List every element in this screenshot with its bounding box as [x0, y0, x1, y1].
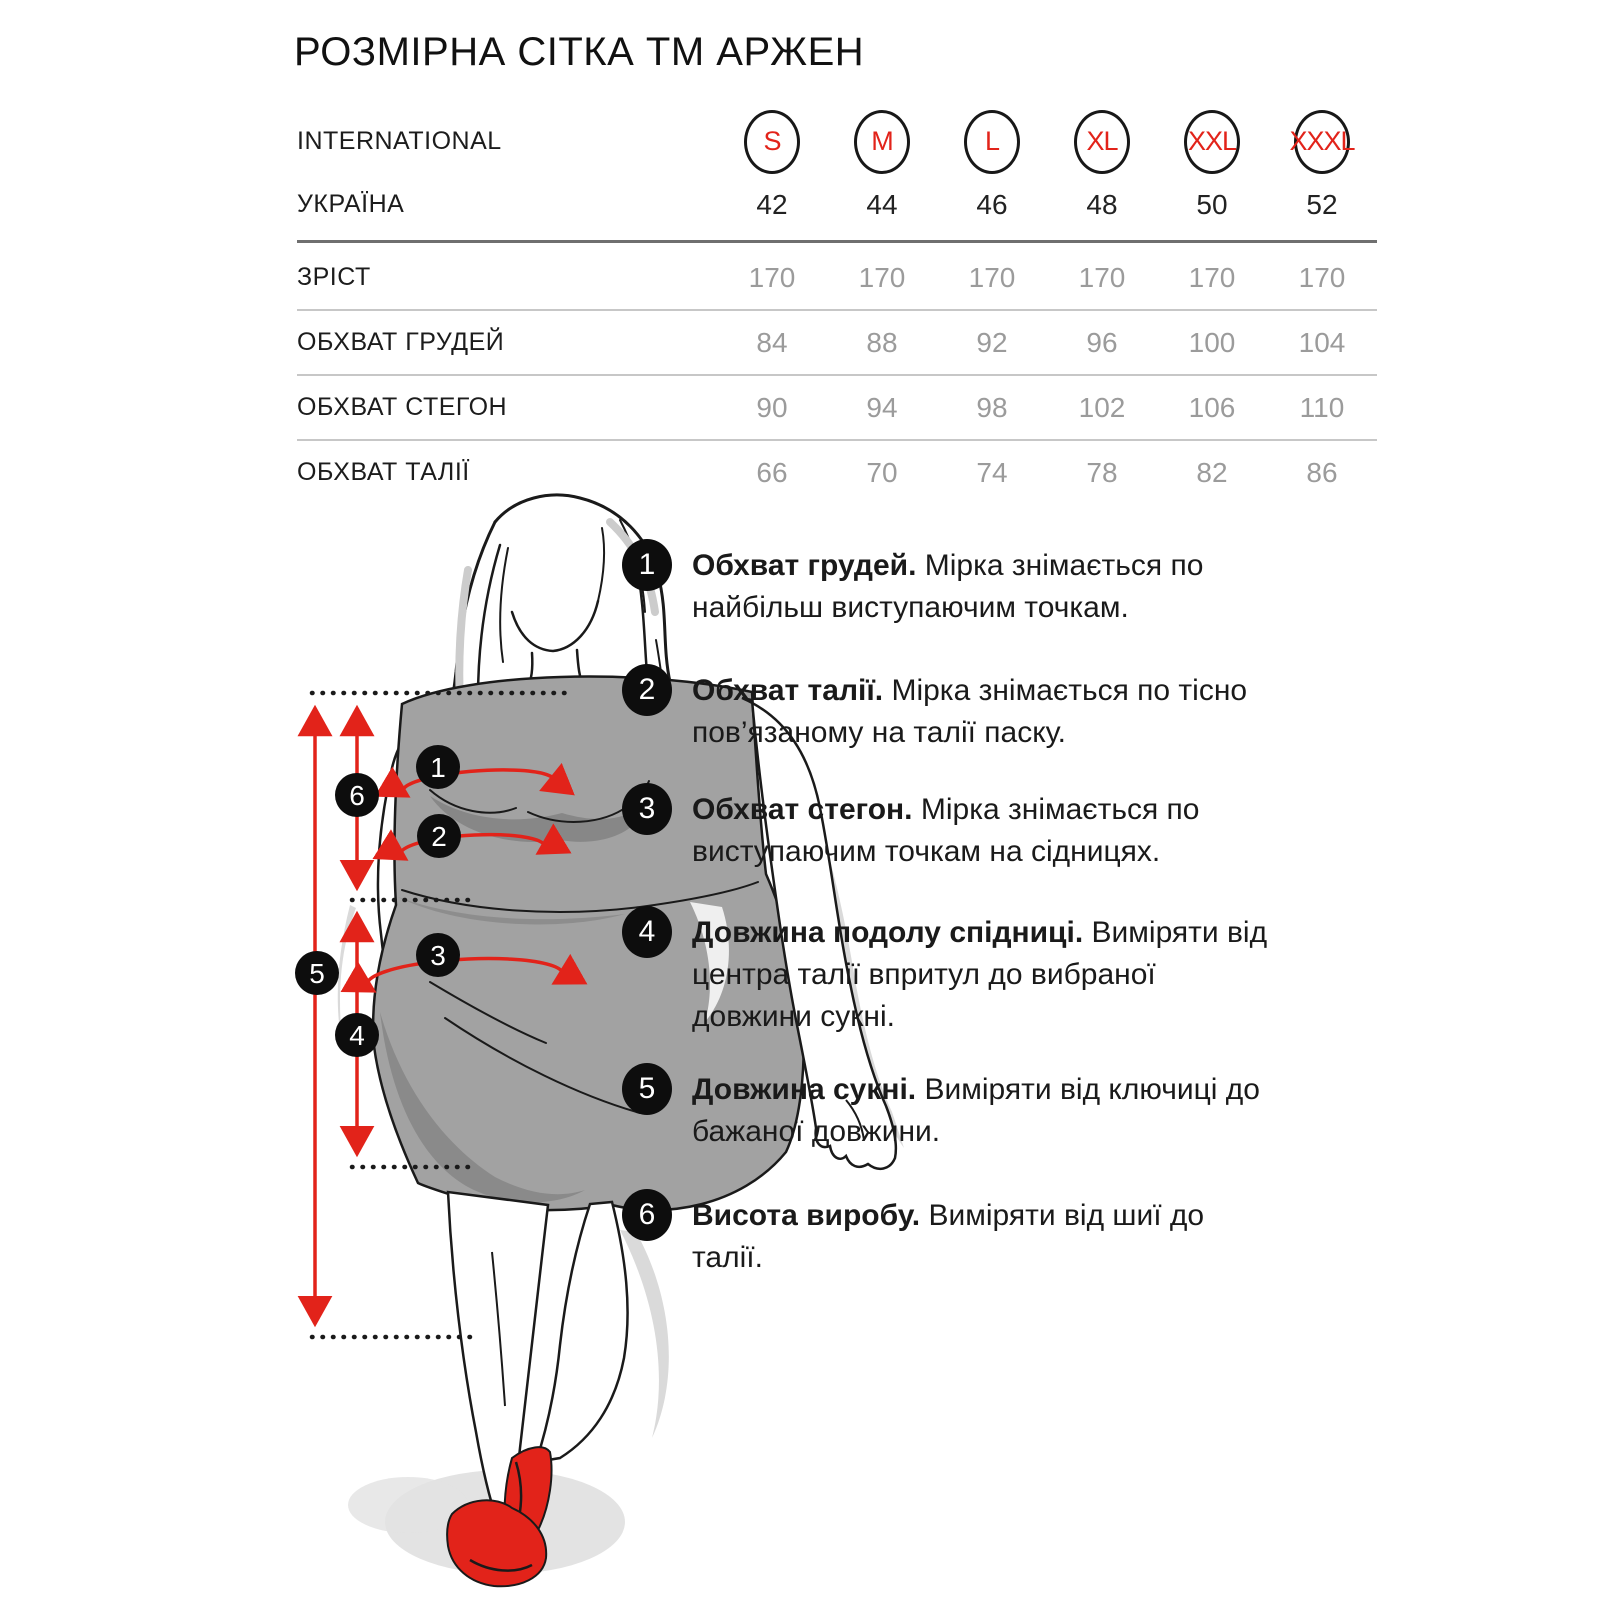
legend-description: Мірка знімається по тісно пов’язаному на талії паску.	[692, 674, 1248, 749]
measure-value: 84	[756, 326, 788, 358]
row-label-hips: ОБХВАТ СТЕГОН	[297, 393, 508, 421]
marker-1	[416, 745, 460, 789]
marker-3	[416, 933, 460, 977]
measure-value: 170	[1078, 261, 1126, 293]
size-table	[297, 110, 1377, 504]
size-value: 48	[1086, 188, 1118, 220]
svg-text:6: 6	[349, 780, 365, 811]
measure-value: 86	[1306, 456, 1338, 488]
face	[512, 528, 604, 692]
measure-value: 100	[1188, 326, 1236, 358]
measure-value: 110	[1299, 391, 1345, 423]
size-letter: XXL	[1187, 126, 1237, 156]
row-label-international: INTERNATIONAL	[297, 127, 502, 155]
size-badge-xl	[1074, 110, 1130, 174]
measure-value: 104	[1298, 326, 1346, 358]
legend-badge-5: 5	[622, 1063, 672, 1115]
size-badge-xxxl	[1289, 110, 1355, 174]
legend-badge-1: 1	[622, 539, 672, 591]
table-row-ukraine	[297, 173, 1377, 236]
row-label-height: ЗРІСТ	[297, 263, 371, 291]
measure-value: 78	[1086, 456, 1118, 488]
legend-description: Мірка знімається по найбільш виступаючим точкам.	[692, 549, 1204, 624]
size-value: 52	[1306, 188, 1338, 220]
measure-value: 70	[866, 456, 898, 488]
legend-term: Обхват грудей.	[692, 549, 917, 582]
marker-5	[295, 951, 339, 995]
row-label-waist: ОБХВАТ ТАЛІЇ	[297, 458, 470, 486]
measure-value: 170	[968, 261, 1016, 293]
size-value: 46	[976, 188, 1008, 220]
size-letter: S	[763, 126, 781, 156]
size-letter: L	[984, 126, 1000, 156]
row-label-chest: ОБХВАТ ГРУДЕЙ	[297, 328, 505, 356]
size-badge-s	[744, 110, 800, 174]
legend-item-5	[622, 1069, 1362, 1153]
measure-value: 74	[976, 456, 1008, 488]
legend-text-4	[692, 912, 1282, 1038]
legend-text-3	[692, 789, 1282, 873]
measure-value: 170	[1188, 261, 1236, 293]
legend-item-3	[622, 789, 1362, 873]
table-row-height	[297, 246, 1377, 309]
legend-description: Виміряти від центра талії впритул до вибраної довжини сукні.	[692, 916, 1268, 1033]
measure-value: 106	[1188, 391, 1236, 423]
table-row-international	[297, 110, 1377, 173]
measure-value: 96	[1086, 326, 1118, 358]
size-badge-l	[964, 110, 1020, 174]
svg-text:3: 3	[430, 940, 446, 971]
size-badge-m	[854, 110, 910, 174]
measure-value: 98	[976, 391, 1008, 423]
row-label-ukraine: УКРАЇНА	[297, 190, 405, 218]
svg-text:2: 2	[431, 821, 447, 852]
legend-text-1	[692, 545, 1282, 629]
size-value: 42	[756, 188, 788, 220]
marker-4	[335, 1013, 379, 1057]
legend-term: Обхват стегон.	[692, 793, 913, 826]
measure-value: 102	[1078, 391, 1126, 423]
legend-badge-6: 6	[622, 1189, 672, 1241]
legend-item-4	[622, 912, 1362, 1038]
page-title: РОЗМІРНА СІТКА ТМ АРЖЕН	[294, 30, 865, 74]
svg-text:5: 5	[309, 958, 325, 989]
legend-badge-4: 4	[622, 906, 672, 958]
legend-term: Довжина подолу спідниці.	[692, 916, 1084, 949]
table-row-hips	[297, 376, 1377, 439]
legend-item-6	[622, 1195, 1362, 1279]
size-value: 44	[866, 188, 898, 220]
legend-term: Довжина сукні.	[692, 1073, 917, 1106]
legend-item-2	[622, 670, 1362, 754]
measure-value: 170	[748, 261, 796, 293]
legend-text-2	[692, 670, 1282, 754]
measure-value: 90	[756, 391, 788, 423]
measure-value: 92	[976, 326, 1008, 358]
marker-6	[335, 773, 379, 817]
size-value: 50	[1196, 188, 1228, 220]
legend-text-6	[692, 1195, 1282, 1279]
table-divider-thick	[297, 240, 1377, 243]
legend-term: Обхват талії.	[692, 674, 884, 707]
measure-value: 94	[866, 391, 898, 423]
svg-text:1: 1	[430, 752, 446, 783]
size-letter: XXXL	[1289, 126, 1355, 156]
marker-2	[417, 814, 461, 858]
legend-badge-2: 2	[622, 664, 672, 716]
measure-value: 88	[866, 326, 898, 358]
table-row-chest	[297, 311, 1377, 374]
legend-description: Мірка знімається по виступаючим точкам на сідницях.	[692, 793, 1200, 868]
legend-description: Виміряти від ключиці до бажаної довжини.	[692, 1073, 1260, 1148]
size-letter: M	[871, 126, 893, 156]
legend-text-5	[692, 1069, 1282, 1153]
legend-description: Виміряти від шиї до талії.	[692, 1199, 1205, 1274]
legend-item-1	[622, 545, 1362, 629]
measure-value: 82	[1196, 456, 1228, 488]
svg-text:4: 4	[349, 1020, 365, 1051]
legend-term: Висота виробу.	[692, 1199, 921, 1232]
measure-value: 170	[858, 261, 906, 293]
size-letter: XL	[1086, 126, 1118, 156]
measure-value: 170	[1298, 261, 1346, 293]
measure-value: 66	[756, 456, 788, 488]
size-badge-xxl	[1184, 110, 1240, 174]
measurement-diagram	[230, 480, 1010, 1600]
legend-badge-3: 3	[622, 783, 672, 835]
